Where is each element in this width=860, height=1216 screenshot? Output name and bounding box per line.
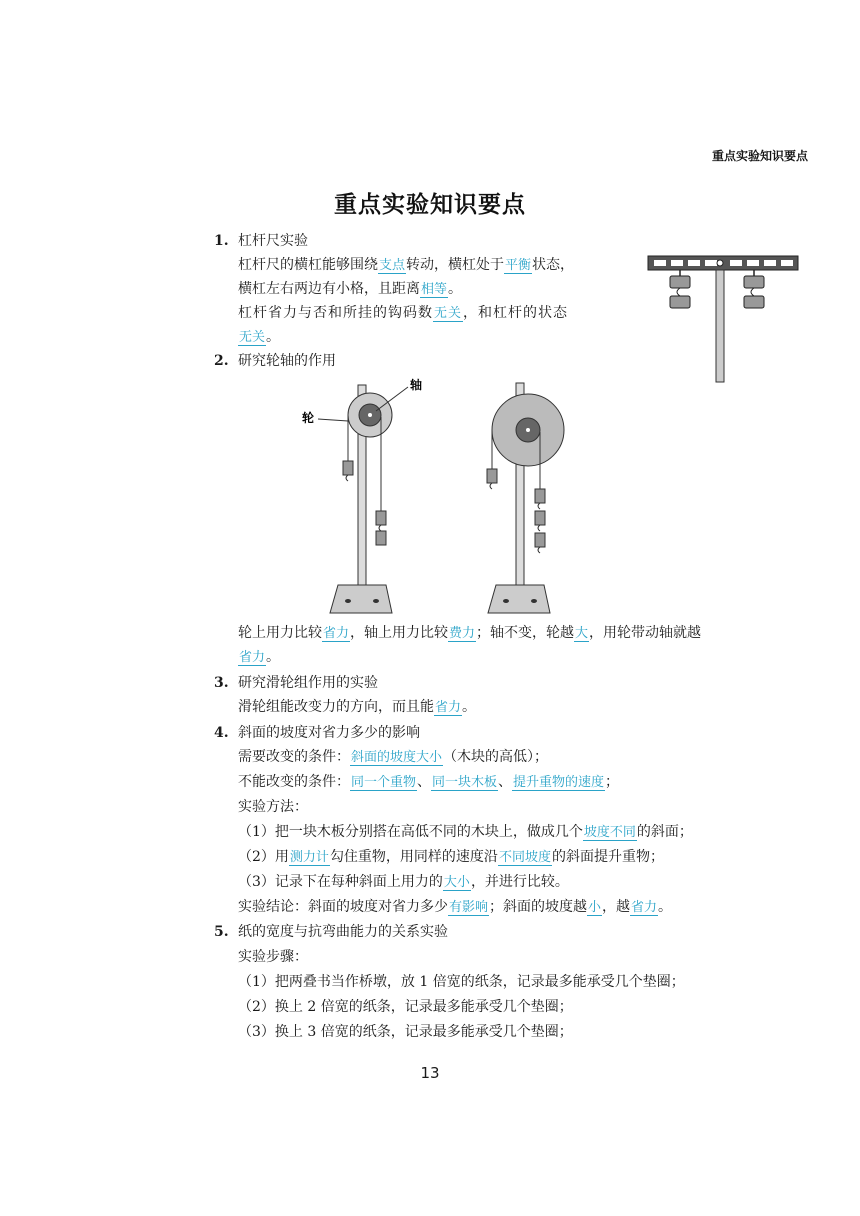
s1-line-1: 杠杆尺的横杠能够围绕支点转动，横杠处于平衡状态， xyxy=(238,257,575,273)
s4-method-2: （2）用测力计勾住重物，用同样的速度沿不同坡度的斜面提升重物； xyxy=(238,849,664,865)
s1-line-3: 杠杆省力与否和所挂的钩码数无关，和杠杆的状态 xyxy=(238,305,569,321)
answer: 小 xyxy=(588,900,602,915)
section-5-heading: 5. 纸的宽度与抗弯曲能力的关系实验 xyxy=(214,924,448,940)
answer: 平衡 xyxy=(505,258,532,273)
page-title: 重点实验知识要点 xyxy=(334,192,526,218)
answer: 提升重物的速度 xyxy=(513,775,605,790)
s5-step-2: （2）换上 2 倍宽的纸条，记录最多能承受几个垫圈； xyxy=(238,999,573,1015)
s5-step-1: （1）把两叠书当作桥墩，放 1 倍宽的纸条，记录最多能承受几个垫圈； xyxy=(238,974,685,990)
running-header: 重点实验知识要点 xyxy=(711,149,808,163)
lever-ruler-figure xyxy=(640,250,810,390)
section-2-heading: 2. 研究轮轴的作用 xyxy=(214,353,336,369)
s2-conclusion-1: 轮上用力比较省力，轴上用力比较费力；轴不变，轮越大，用轮带动轴就越 xyxy=(238,625,702,641)
answer: 大 xyxy=(575,626,589,641)
answer: 同一块木板 xyxy=(432,775,498,790)
label-axle: 轴 xyxy=(410,378,423,392)
answer: 无关 xyxy=(239,330,266,345)
answer: 大小 xyxy=(443,875,470,890)
answer: 测力计 xyxy=(289,850,329,865)
s2-conclusion-2: 省力。 xyxy=(239,649,281,665)
label-wheel: 轮 xyxy=(302,411,315,425)
s4-method-1: （1）把一块木板分别搭在高低不同的木块上，做成几个坡度不同的斜面； xyxy=(238,824,693,840)
answer: 支点 xyxy=(379,258,406,273)
s5-step-3: （3）换上 3 倍宽的纸条，记录最多能承受几个垫圈； xyxy=(238,1024,573,1040)
answer: 有影响 xyxy=(449,900,489,915)
section-1-heading: 1. 杠杆尺实验 xyxy=(214,233,308,249)
wheel-axle-figure xyxy=(300,375,570,620)
section-3-heading: 3. 研究滑轮组作用的实验 xyxy=(214,675,378,691)
answer: 费力 xyxy=(449,626,476,641)
answer: 省力 xyxy=(239,650,266,665)
s4-line-3: 实验方法： xyxy=(238,799,308,815)
answer: 不同坡度 xyxy=(498,850,551,865)
s4-line-1: 需要改变的条件：斜面的坡度大小（木块的高低）； xyxy=(238,749,549,765)
answer: 同一个重物 xyxy=(351,775,417,790)
s5-line-1: 实验步骤： xyxy=(238,949,308,965)
s4-result: 实验结论：斜面的坡度对省力多少有影响；斜面的坡度越小，越省力。 xyxy=(238,899,673,915)
hooked-weights-right xyxy=(744,270,764,308)
page-number: 13 xyxy=(420,1064,440,1082)
s1-line-2: 横杠左右两边有小格，且距离相等。 xyxy=(238,281,463,297)
answer: 省力 xyxy=(631,900,658,915)
s1-line-4: 无关。 xyxy=(239,329,281,345)
answer: 无关 xyxy=(434,306,463,321)
answer: 省力 xyxy=(435,700,462,715)
s4-method-3: （3）记录下在每种斜面上用力的大小，并进行比较。 xyxy=(238,874,569,890)
section-4-heading: 4. 斜面的坡度对省力多少的影响 xyxy=(214,725,420,741)
answer: 斜面的坡度大小 xyxy=(351,750,443,765)
answer: 坡度不同 xyxy=(583,825,636,840)
hooked-weights-left xyxy=(670,270,690,308)
s3-line-1: 滑轮组能改变力的方向，而且能省力。 xyxy=(238,699,477,715)
s4-line-2: 不能改变的条件：同一个重物、同一块木板、提升重物的速度； xyxy=(238,774,620,790)
answer: 省力 xyxy=(323,626,350,641)
answer: 相等 xyxy=(421,282,448,297)
